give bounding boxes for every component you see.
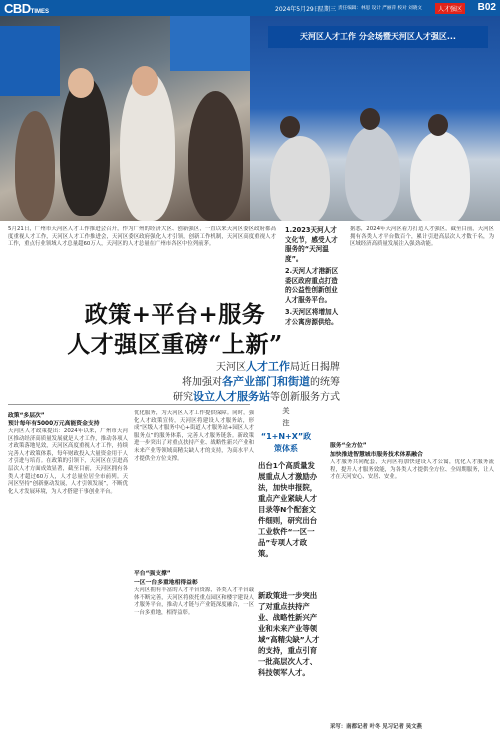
right-column-text: 据悉，2024年天河区着力打造人才强区，截至目前，天河区拥有各类人才平台数百个，累计引进高层次人才数千名，为区域经济高质量发展注入强劲动能。: [350, 226, 494, 248]
deck-line-1: 天河区人才工作局近日揭牌: [216, 360, 340, 373]
deck-line-2: 将加强对各产业部门和街道的统筹: [182, 375, 340, 388]
summary-item: 1.2023天河人才文化节，感受人才服务的“天河温度”。: [285, 226, 338, 263]
byline: 采写：南都记者 叶冬 见习记者 吴文燕: [330, 724, 422, 730]
column-2-text: 优化服务，为天河区人才工作提供保障。同时，强化人才政策宣传，天河区将建设人才服务站，形成“区级人才服务中心+街道人才服务站+园区人才服务点”的服务体系，完善人才服务链条。新政策进一步突出了对重点扶持产业、战略性新兴产业和未来产业等领域高精尖缺人才的支持，为高水平人才提供全方位支撑。: [134, 410, 254, 462]
lead-paragraph: 5月21日，广州市天河区人才工作推进会召开，作为广州的经济大区、创新强区，一直以来天河区委区政府都高度重视人才工作，天河区人才工作推进会，天河区委区政府强化人才引领，创新工作机制，天河区高度重视人才工作，重点行业领域人才总量超60万人，天河区的人才总量在广州市各区中位列前茅。: [8, 226, 276, 248]
sidebar-block: 出台1个高质量发展重点人才激励办法，加快申报院，重点产业紧缺人才目录等N个配套文件细则，研究出台工业软件“一区一品”专项人才政策。: [258, 461, 318, 558]
headline-line-1: 政策+平台+服务: [84, 301, 266, 328]
sidebar-block: 新政策进一步突出了对重点扶持产业、战略性新兴产业和未来产业等领域“高精尖缺”人才的支持，重点引育一批高层次人才、科技领军人才。: [258, 591, 320, 677]
section-subhead-policy: 预计每年有5000万元高能资金支持: [8, 421, 100, 427]
page-header: [0, 0, 500, 16]
summary-item: 2.天河人才港新区委区政府重点打造的公益性创新创业人才服务平台。: [285, 267, 339, 304]
event-backdrop-banner: 天河区人才工作 分会场暨天河区人才强区...: [268, 26, 488, 48]
focus-label: 关注 “1+N+X”政策体系: [260, 407, 312, 453]
column-1-text: 天河区人才政策提出：2024年以来，广州市天河区推动经济高质量发展就是人才工作，推动各项人才政策落地见效，天河区高度重视人才工作，持续完善人才政策体系，每年财政投入大量资金用于人才引进与培育。在政策的引领下，天河区在引进高层次人才方面成效显著，截至目前，天河区拥有各类人才超过60万人，人才总量位居全市前列。天河区坚持“创新驱动发展，人才引领发展”，不断优化人才发展环境，为人才搭建干事创业平台。: [8, 428, 128, 495]
masthead-logo: CBDTIMES: [4, 1, 50, 16]
divider: [8, 404, 250, 405]
headline-line-2: 人才强区重磅“上新”: [67, 331, 283, 358]
section-tag: 人才强区: [435, 3, 465, 14]
section-head-platform: 平台“强支撑”: [134, 571, 171, 577]
section-head-policy: 政策“多层次”: [8, 413, 45, 419]
column-2b-text: 天河区拥有丰富的人才平台资源，各类人才平台载体不断完善，天河区将依托重点园区和楼宇建设人才服务平台，推动人才链与产业链深度融合，一区一台多重地，相得益彰。: [134, 587, 254, 616]
issue-weekday: 星期三: [318, 6, 337, 13]
page-number: B02: [477, 2, 496, 13]
column-4-text: 人才服务共同配套，天河区将加快建设人才公寓，优化人才服务流程，提升人才服务效能，为各类人才提供全方位、全周期服务，让人才在天河安心、安居、安业。: [330, 459, 494, 481]
section-subhead-service: 加快推进智慧城市服务技术体系融合: [330, 452, 423, 458]
section-subhead-platform: 一区一台多重地相得益彰: [134, 580, 198, 586]
issue-date: 2024年5月29日: [275, 6, 320, 13]
editor-credits: 责任编辑：林思 设计 严丽萍 校对 刘晓文: [338, 6, 422, 11]
deck-line-3: 研究设立人才服务站等创新服务方式: [173, 390, 340, 403]
event-photo-left: [0, 16, 250, 221]
event-photo-right: [250, 16, 500, 221]
section-head-service: 服务“全方位”: [330, 443, 367, 449]
summary-item: 3.天河区将增加人才公寓房源供给。: [285, 308, 339, 326]
